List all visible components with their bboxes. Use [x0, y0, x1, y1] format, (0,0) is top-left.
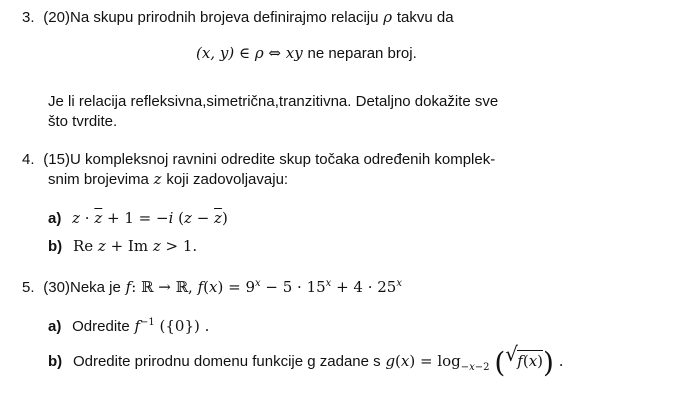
rho-symbol: ρ	[383, 8, 393, 26]
problem-number: 4.	[22, 151, 35, 168]
problem-points: (15)	[43, 151, 70, 168]
problem-5-header	[22, 278, 402, 297]
problem-intro-tail: takvu da	[396, 9, 454, 26]
problem-points: (30)	[43, 279, 70, 296]
problem-4-header	[22, 150, 495, 169]
problem-3-question: Je li relacija refleksivna,simetrična,tranzitivna. Detaljno dokažite sve	[48, 93, 499, 110]
part-label: a)	[48, 210, 62, 227]
problem-line: U kompleksnoj ravnini odredite skup točaka određenih komplek-	[69, 151, 496, 168]
line2-text: snim brojevima	[48, 171, 149, 188]
part-b-formula: $g(x) = \log_{-x-2}$ ( √ f(x)) .	[385, 342, 564, 379]
problem-4-part-a	[48, 209, 228, 228]
problem-number: 5.	[22, 279, 35, 296]
var-z: z	[153, 170, 162, 188]
problem-intro: Na skupu prirodnih brojeva definirajmo relaciju	[69, 9, 379, 26]
line2-tail: koji zadovoljavaju:	[166, 171, 289, 188]
problem-intro: Neka je	[69, 279, 121, 296]
problem-5-part-a	[48, 317, 209, 336]
problem-4-line2	[48, 170, 288, 189]
part-b-formula: Re z + Im z > 1.	[72, 237, 198, 255]
problem-3-header	[22, 8, 454, 27]
problem-number: 3.	[22, 9, 35, 26]
part-label: b)	[48, 238, 63, 255]
problem-4-part-b	[48, 237, 197, 256]
problem-3-formula	[196, 44, 417, 63]
problem-5-part-b	[48, 342, 564, 379]
part-a-formula: $z \cdot \overline{z} + 1 = -i$ $(z - \overline{z})$	[72, 209, 228, 227]
sqrt-symbol: √ f(x)	[505, 342, 544, 370]
formula-right: ne neparan broj.	[307, 45, 417, 62]
function-definition: f: ℝ → ℝ, $f(x) = 9^x - 5 \cdot 15^x + 4 \cdot 25^x$	[125, 278, 402, 296]
part-b-text: Odredite prirodnu domenu funkcije g zadane s	[72, 353, 381, 370]
part-a-text: Odredite	[72, 318, 130, 335]
problem-3-question-cont: što tvrdite.	[48, 113, 118, 130]
problem-points: (20)	[43, 9, 70, 26]
part-label: b)	[48, 353, 63, 370]
formula-var: xy	[285, 44, 303, 62]
part-a-formula: $f^{-1}$ ({0}) .	[134, 317, 210, 335]
part-label: a)	[48, 318, 62, 335]
formula-left: (x, y) ∈ ρ ⇔	[196, 44, 286, 62]
